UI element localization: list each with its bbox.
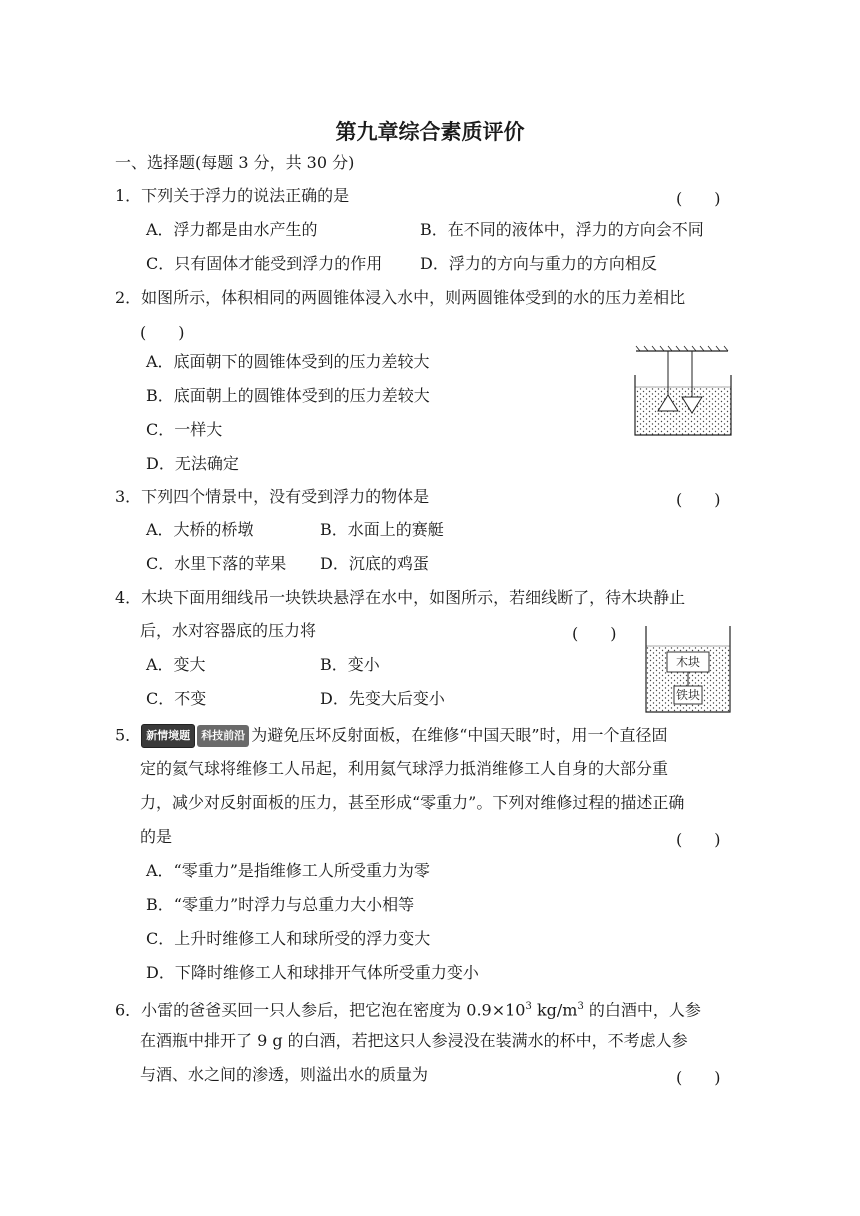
q3-option-b: B．水面上的赛艇: [320, 520, 444, 539]
q3-stem: 3．下列四个情景中，没有受到浮力的物体是: [115, 487, 430, 506]
q1-option-d: D．浮力的方向与重力的方向相反: [420, 254, 657, 273]
tech-frontier-badge: 科技前沿: [197, 725, 249, 747]
q6-text-c: 的白酒中，人参: [583, 1000, 701, 1020]
new-context-badge: 新情境题: [141, 724, 195, 748]
q6-exponent2: 3: [577, 1001, 584, 1012]
q5-number: 5．: [115, 725, 142, 745]
q4-option-b: B．变小: [320, 655, 380, 674]
q4-option-a: A．变大: [146, 655, 206, 674]
q1-answer-blank: ( ): [676, 189, 721, 208]
section-heading: 一、选择题(每题 3 分，共 30 分): [115, 153, 355, 172]
q6-exponent1: 3: [525, 1001, 532, 1012]
q6-stem-line1: [115, 997, 701, 1020]
q4-option-d: D．先变大后变小: [320, 689, 445, 708]
q1-option-b: B．在不同的液体中，浮力的方向会不同: [420, 220, 704, 239]
q5-option-c: C．上升时维修工人和球所受的浮力变大: [146, 929, 431, 948]
q6-stem-line3: 与酒、水之间的渗透，则溢出水的质量为: [140, 1065, 429, 1084]
q3-option-c: C．水里下落的苹果: [146, 554, 287, 573]
cones-in-water-figure: [630, 345, 740, 440]
q6-stem-line2: 在酒瓶中排开了 9 g 的白酒，若把这只人参浸没在装满水的杯中，不考虑人参: [140, 1031, 688, 1050]
q5-stem-line3: 力，减少对反射面板的压力，甚至形成“零重力”。下列对维修过程的描述正确: [140, 793, 685, 812]
wood-block-label: 木块: [675, 655, 701, 669]
q3-answer-blank: ( ): [676, 490, 721, 509]
q1-stem: 1．下列关于浮力的说法正确的是: [115, 186, 350, 205]
q6-answer-blank: ( ): [676, 1068, 721, 1087]
q2-option-a: A．底面朝下的圆锥体受到的压力差较大: [146, 352, 430, 371]
q5-answer-blank: ( ): [676, 830, 721, 849]
page-title: 第九章综合素质评价: [335, 120, 525, 144]
q5-option-d: D．下降时维修工人和球排开气体所受重力变小: [146, 963, 479, 982]
q4-stem-line1: 4．木块下面用细线吊一块铁块悬浮在水中，如图所示，若细线断了，待木块静止: [115, 588, 686, 607]
q2-answer-blank: ( ): [140, 323, 185, 342]
q6-text-b: kg/m: [531, 1000, 578, 1020]
q5-stem-text1: 为避免压坏反射面板，在维修“中国天眼”时，用一个直径固: [251, 725, 668, 745]
q2-option-c: C．一样大: [146, 420, 223, 439]
q1-option-a: A．浮力都是由水产生的: [146, 220, 318, 239]
q2-option-b: B．底面朝上的圆锥体受到的压力差较大: [146, 386, 430, 405]
q4-stem-line2: 后，水对容器底的压力将: [140, 621, 317, 640]
q3-option-d: D．沉底的鸡蛋: [320, 554, 429, 573]
wood-iron-figure: [643, 624, 735, 716]
iron-block-label: 铁块: [675, 688, 701, 702]
q5-stem-line2: 定的氦气球将维修工人吊起，利用氦气球浮力抵消维修工人自身的大部分重: [140, 759, 669, 778]
q4-option-c: C．不变: [146, 689, 207, 708]
q3-option-a: A．大桥的桥墩: [146, 520, 254, 539]
q6-text-a: 6．小雷的爸爸买回一只人参后，把它泡在密度为 0.9×10: [115, 1000, 526, 1020]
q5-option-a: A．“零重力”是指维修工人所受重力为零: [146, 861, 430, 880]
q2-stem: 2．如图所示，体积相同的两圆锥体浸入水中，则两圆锥体受到的水的压力差相比: [115, 288, 686, 307]
q2-option-d: D．无法确定: [146, 454, 239, 473]
q4-answer-blank: ( ): [572, 624, 617, 643]
q1-option-c: C．只有固体才能受到浮力的作用: [146, 254, 383, 273]
q5-option-b: B．“零重力”时浮力与总重力大小相等: [146, 895, 415, 914]
q5-stem-line4: 的是: [140, 827, 173, 846]
q5-stem-line1: [115, 724, 668, 748]
